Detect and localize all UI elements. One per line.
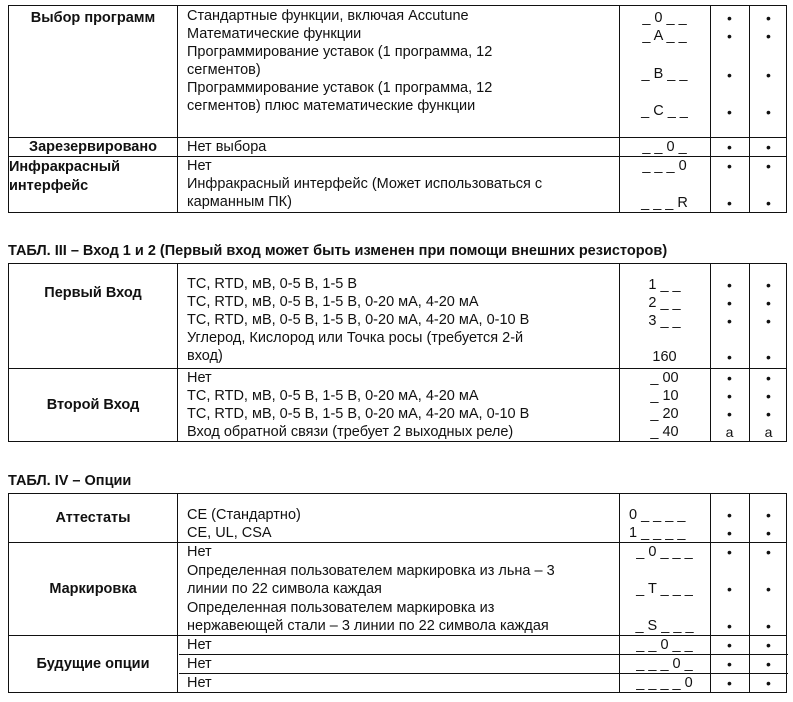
availability-mark: • bbox=[766, 277, 771, 293]
model-code: _ _ _ 0 _ bbox=[636, 656, 693, 672]
availability-mark: • bbox=[727, 406, 732, 422]
option-text: Определенная пользователем маркировка из bbox=[187, 600, 495, 616]
table-row bbox=[9, 156, 786, 212]
availability-mark: • bbox=[727, 28, 732, 44]
table-row bbox=[9, 6, 786, 137]
row-divider bbox=[179, 654, 619, 655]
option-text: Нет bbox=[187, 656, 212, 672]
option-text: TC, RTD, мВ, 0-5 В, 1-5 В, 0-20 мА, 4-20 мА bbox=[187, 294, 479, 310]
availability-mark: • bbox=[727, 104, 732, 120]
availability-mark: • bbox=[727, 313, 732, 329]
row-label: Маркировка bbox=[49, 580, 137, 597]
option-text: Нет bbox=[187, 675, 212, 691]
option-text: Стандартные функции, включая Accutune bbox=[187, 8, 469, 24]
availability-mark: • bbox=[727, 507, 732, 523]
availability-mark: • bbox=[766, 544, 771, 560]
availability-mark: • bbox=[727, 295, 732, 311]
option-text: TC, RTD, мВ, 0-5 В, 1-5 В, 0-20 мА, 4-20 мА, 0-10 В bbox=[187, 312, 530, 328]
availability-mark: • bbox=[727, 581, 732, 597]
model-code: _ C _ _ bbox=[641, 103, 688, 119]
option-text: Нет bbox=[187, 544, 212, 560]
availability-mark: • bbox=[766, 139, 771, 155]
option-text: вход) bbox=[187, 348, 223, 364]
model-code: _ 00 bbox=[650, 370, 679, 386]
table-inputs bbox=[8, 263, 787, 442]
row-label-line: Инфракрасный bbox=[9, 159, 121, 175]
option-text: Нет выбора bbox=[187, 139, 267, 155]
model-code: _ _ 0 _ _ bbox=[636, 637, 693, 653]
model-code: 3 _ _ bbox=[648, 313, 681, 329]
availability-mark: • bbox=[766, 104, 771, 120]
row-label: Второй Вход bbox=[46, 396, 140, 413]
option-text: TC, RTD, мВ, 0-5 В, 1-5 В, 0-20 мА, 4-20 мА, 0-10 В bbox=[187, 406, 530, 422]
availability-mark: • bbox=[766, 507, 771, 523]
row-label: Первый Вход bbox=[44, 285, 142, 301]
model-code: _ 0 _ _ bbox=[642, 10, 687, 26]
option-text: карманным ПК) bbox=[187, 194, 292, 210]
availability-mark: • bbox=[727, 388, 732, 404]
availability-mark: • bbox=[727, 277, 732, 293]
model-code: 2 _ _ bbox=[648, 295, 681, 311]
availability-mark: • bbox=[727, 525, 732, 541]
availability-mark: • bbox=[766, 618, 771, 634]
option-text: Нет bbox=[187, 370, 212, 386]
row-label-line: интерфейс bbox=[9, 178, 89, 194]
model-code: _ _ 0 _ bbox=[642, 139, 687, 155]
availability-mark: a bbox=[725, 424, 734, 440]
availability-mark: • bbox=[766, 406, 771, 422]
option-text: Вход обратной связи (требует 2 выходных реле) bbox=[187, 424, 514, 440]
availability-mark: • bbox=[766, 370, 771, 386]
model-code: 0 _ _ _ _ bbox=[629, 507, 686, 523]
availability-mark: • bbox=[766, 67, 771, 83]
availability-mark: • bbox=[766, 388, 771, 404]
row-label: Выбор программ bbox=[30, 10, 156, 26]
option-text: TC, RTD, мВ, 0-5 В, 1-5 В, 0-20 мА, 4-20 мА bbox=[187, 388, 479, 404]
model-code: _ S _ _ _ bbox=[635, 618, 694, 634]
option-text: нержавеющей стали – 3 линии по 22 символа каждая bbox=[187, 618, 549, 634]
option-text: CE (Стандартно) bbox=[187, 507, 301, 523]
availability-mark: • bbox=[727, 370, 732, 386]
row-label: Зарезервировано bbox=[29, 138, 157, 155]
table-program-options bbox=[8, 5, 787, 213]
availability-mark: • bbox=[727, 158, 732, 174]
table-row bbox=[9, 264, 786, 368]
table-title: ТАБЛ. IV – Опции bbox=[8, 473, 132, 489]
availability-mark: • bbox=[766, 675, 771, 691]
table-row bbox=[9, 542, 786, 635]
availability-mark: • bbox=[727, 195, 732, 211]
table-row bbox=[9, 137, 786, 156]
row-label bbox=[9, 157, 177, 212]
table-row bbox=[9, 368, 786, 441]
availability-mark: • bbox=[766, 656, 771, 672]
availability-mark: • bbox=[727, 656, 732, 672]
model-code: _ _ _ _ 0 bbox=[636, 675, 693, 691]
model-code: 1 _ _ bbox=[648, 277, 681, 293]
availability-mark: • bbox=[727, 10, 732, 26]
option-text: Нет bbox=[187, 637, 212, 653]
availability-mark: • bbox=[766, 637, 771, 653]
option-text: Углерод, Кислород или Точка росы (требуется 2-й bbox=[187, 330, 524, 346]
availability-mark: • bbox=[766, 313, 771, 329]
availability-mark: • bbox=[727, 675, 732, 691]
model-code: _ B _ _ bbox=[641, 66, 688, 82]
model-code: _ A _ _ bbox=[642, 28, 687, 44]
availability-mark: • bbox=[727, 67, 732, 83]
table-row bbox=[9, 494, 786, 542]
model-code: _ _ _ R bbox=[641, 195, 688, 211]
option-text: линии по 22 символа каждая bbox=[187, 581, 382, 597]
option-text: CE, UL, CSA bbox=[187, 525, 272, 541]
model-code: _ T _ _ _ bbox=[636, 581, 693, 597]
model-code: _ 20 bbox=[650, 406, 679, 422]
availability-mark: • bbox=[727, 139, 732, 155]
option-text: Программирование уставок (1 программа, 12 bbox=[187, 80, 493, 96]
availability-mark: a bbox=[764, 424, 773, 440]
model-code: _ 0 _ _ _ bbox=[636, 544, 693, 560]
model-code: _ 10 bbox=[650, 388, 679, 404]
availability-mark: • bbox=[766, 10, 771, 26]
availability-mark: • bbox=[766, 581, 771, 597]
availability-mark: • bbox=[727, 544, 732, 560]
option-text: сегментов) плюс математические функции bbox=[187, 98, 476, 114]
option-text: Математические функции bbox=[187, 26, 362, 42]
option-text: Программирование уставок (1 программа, 12 bbox=[187, 44, 493, 60]
table-row bbox=[9, 635, 786, 692]
model-code: 160 bbox=[652, 349, 677, 365]
availability-mark: • bbox=[766, 295, 771, 311]
model-code: _ _ _ 0 bbox=[642, 158, 687, 174]
availability-mark: • bbox=[766, 349, 771, 365]
option-text: Инфракрасный интерфейс (Может использоваться с bbox=[187, 176, 543, 192]
model-code: 1 _ _ _ _ bbox=[629, 525, 686, 541]
row-divider bbox=[179, 673, 619, 674]
table-options bbox=[8, 493, 787, 693]
availability-mark: • bbox=[727, 618, 732, 634]
availability-mark: • bbox=[766, 28, 771, 44]
availability-mark: • bbox=[766, 195, 771, 211]
option-text: Определенная пользователем маркировка из льна – 3 bbox=[187, 563, 555, 579]
row-label: Будущие опции bbox=[36, 655, 150, 672]
option-text: TC, RTD, мВ, 0-5 В, 1-5 В bbox=[187, 276, 358, 292]
availability-mark: • bbox=[766, 158, 771, 174]
availability-mark: • bbox=[727, 637, 732, 653]
model-code: _ 40 bbox=[650, 424, 679, 440]
row-label: Аттестаты bbox=[55, 509, 131, 526]
option-text: Нет bbox=[187, 158, 212, 174]
option-text: сегментов) bbox=[187, 62, 261, 78]
table-title: ТАБЛ. III – Вход 1 и 2 (Первый вход может быть изменен при помощи внешних резисторов) bbox=[8, 243, 668, 259]
availability-mark: • bbox=[727, 349, 732, 365]
availability-mark: • bbox=[766, 525, 771, 541]
